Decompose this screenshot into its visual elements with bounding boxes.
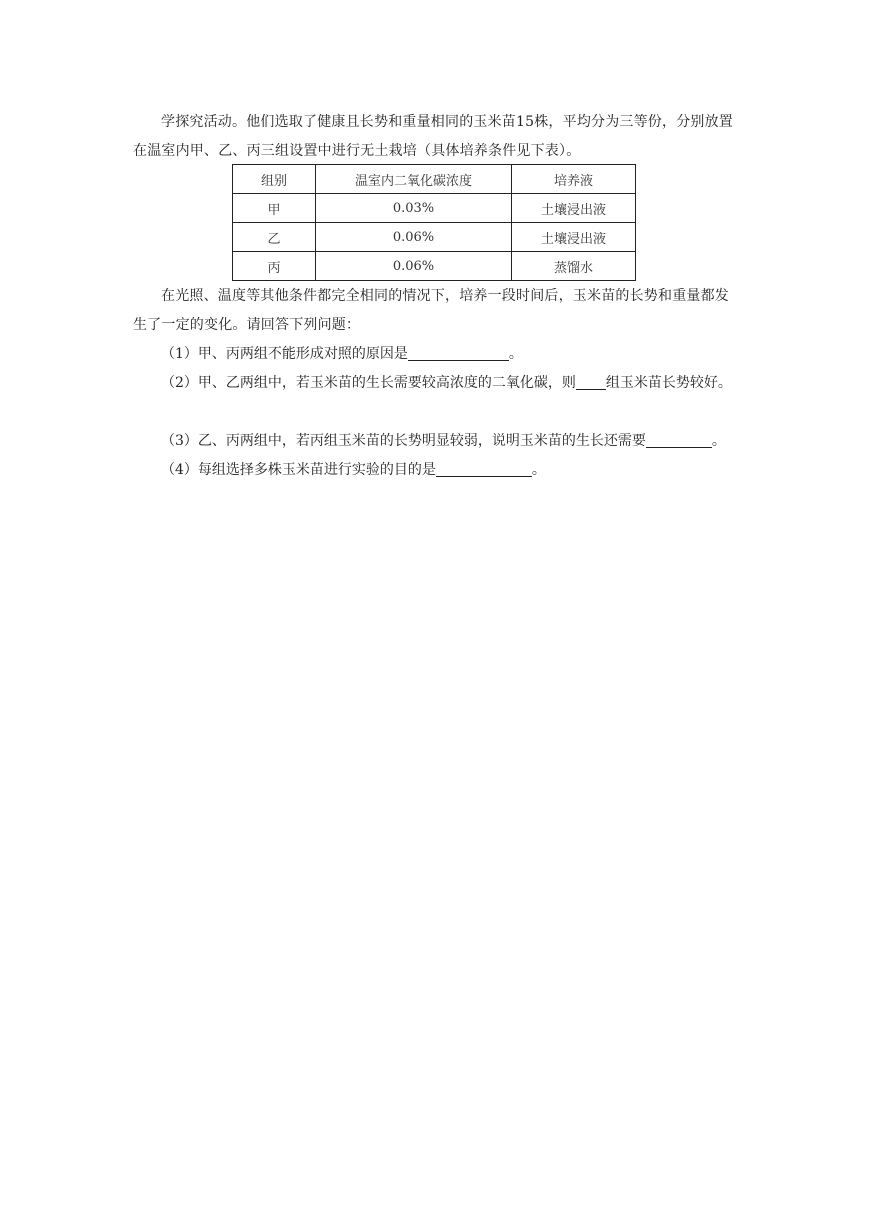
answer-blank-3[interactable] — [646, 431, 712, 448]
intro-paragraph: 学探究活动。他们选取了健康且长势和重量相同的玉米苗15株，平均分为三等份，分别放置在温室内甲、乙、丙三组设置中进行无土栽培（具体培养条件见下表）。 — [133, 114, 734, 159]
table-cell: 0.03% — [316, 194, 512, 223]
question-1 — [133, 340, 737, 369]
question-2-end: 组玉米苗长势较好。 — [605, 375, 732, 391]
table-cell: 乙 — [233, 223, 316, 252]
question-4-end: 。 — [531, 462, 546, 478]
table-row — [233, 252, 636, 281]
table-header-medium: 培养液 — [512, 165, 636, 194]
question-3-end: 。 — [711, 433, 726, 449]
table-cell: 甲 — [233, 194, 316, 223]
table-cell: 土壤浸出液 — [512, 223, 636, 252]
question-2-text: （2）甲、乙两组中，若玉米苗的生长需要较高浓度的二氧化碳，则 — [161, 375, 576, 391]
context-paragraph: 在光照、温度等其他条件都完全相同的情况下，培养一段时间后，玉米苗的长势和重量都发生了一定的变化。请回答下列问题： — [133, 288, 729, 333]
table-header-row — [233, 165, 636, 194]
question-1-end: 。 — [508, 346, 523, 362]
question-3 — [133, 427, 737, 456]
table-row — [233, 194, 636, 223]
question-4 — [133, 456, 737, 485]
answer-blank-2[interactable] — [576, 373, 606, 390]
question-4-text: （4）每组选择多株玉米苗进行实验的目的是 — [161, 462, 436, 478]
table-cell: 土壤浸出液 — [512, 194, 636, 223]
table-header-group: 组别 — [233, 165, 316, 194]
culture-conditions-table — [232, 164, 636, 281]
question-2 — [133, 369, 737, 398]
table-cell: 丙 — [233, 252, 316, 281]
table-cell: 0.06% — [316, 223, 512, 252]
question-3-text: （3）乙、丙两组中，若丙组玉米苗的长势明显较弱，说明玉米苗的生长还需要 — [161, 433, 646, 449]
answer-blank-1[interactable] — [408, 344, 509, 361]
table-header-co2: 温室内二氧化碳浓度 — [316, 165, 512, 194]
table-cell: 蒸馏水 — [512, 252, 636, 281]
answer-blank-4[interactable] — [436, 460, 532, 477]
question-1-text: （1）甲、丙两组不能形成对照的原因是 — [161, 346, 408, 362]
table-row — [233, 223, 636, 252]
table-cell: 0.06% — [316, 252, 512, 281]
